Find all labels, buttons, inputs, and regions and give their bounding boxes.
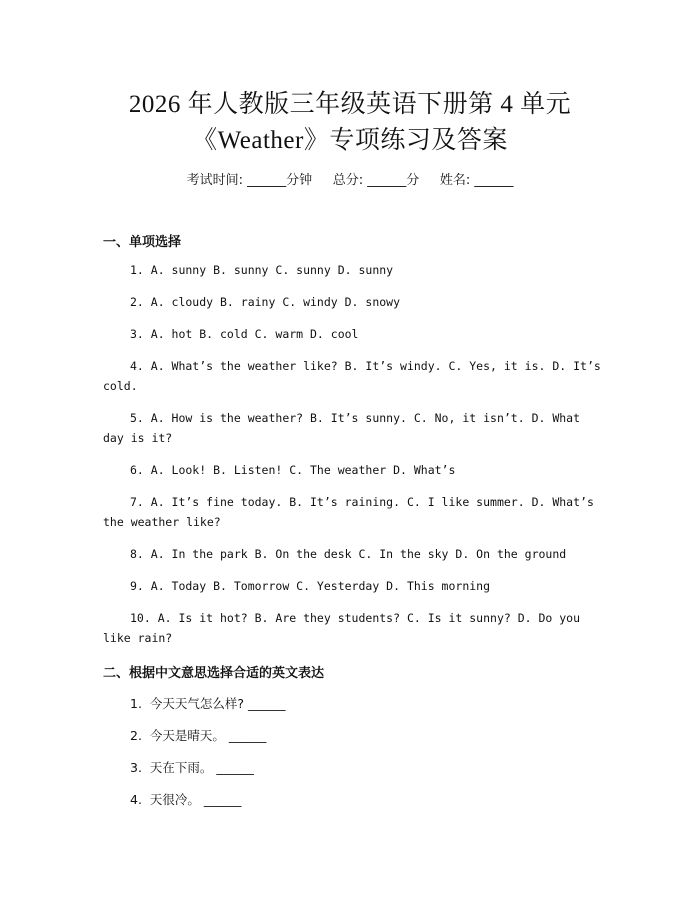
question-item bbox=[103, 260, 603, 280]
question-item bbox=[103, 608, 603, 648]
question-text: 8. A. In the park B. On the desk C. In the sky D. On the ground bbox=[130, 547, 567, 561]
document-title-line1: 2026 年人教版三年级英语下册第 4 单元 bbox=[128, 91, 572, 118]
translation-item: 1. 今天天气怎么样? ______ bbox=[130, 696, 286, 711]
question-item bbox=[103, 292, 603, 312]
question-item bbox=[103, 408, 603, 448]
question-item bbox=[103, 324, 603, 344]
translation-item: 2. 今天是晴天。 ______ bbox=[130, 728, 267, 743]
translation-item: 3. 天在下雨。 ______ bbox=[130, 760, 254, 775]
question-item bbox=[103, 576, 603, 596]
question-text: 2. A. cloudy B. rainy C. windy D. snowy bbox=[130, 295, 401, 309]
question-text: 9. A. Today B. Tomorrow C. Yesterday D. This morning bbox=[130, 579, 491, 593]
document-title-line2: 《Weather》专项练习及答案 bbox=[192, 127, 508, 154]
question-item bbox=[103, 460, 603, 480]
question-text: 10. A. Is it hot? B. Are they students? C. Is it sunny? D. Do you like rain? bbox=[103, 611, 581, 645]
question-text: 3. A. hot B. cold C. warm D. cool bbox=[130, 327, 359, 341]
question-item bbox=[103, 356, 603, 396]
question-text: 1. A. sunny B. sunny C. sunny D. sunny bbox=[130, 263, 394, 277]
section-heading-translation: 二、根据中文意思选择合适的英文表达 bbox=[103, 666, 325, 681]
question-text: 5. A. How is the weather? B. It’s sunny. C. No, it isn’t. D. What day is it? bbox=[103, 411, 581, 445]
translation-item: 4. 天很冷。 ______ bbox=[130, 792, 242, 807]
question-text: 6. A. Look! B. Listen! C. The weather D. What’s bbox=[130, 463, 456, 477]
section-heading-single-choice: 一、单项选择 bbox=[103, 235, 182, 250]
question-item bbox=[103, 492, 603, 532]
question-text: 4. A. What’s the weather like? B. It’s windy. C. Yes, it is. D. It’s cold. bbox=[103, 359, 601, 393]
exam-meta-line: 考试时间: ______分钟 总分: ______分 姓名: ______ bbox=[186, 173, 514, 188]
question-item bbox=[103, 544, 603, 564]
question-text: 7. A. It’s fine today. B. It’s raining. C. I like summer. D. What’s the weather like? bbox=[103, 495, 594, 529]
